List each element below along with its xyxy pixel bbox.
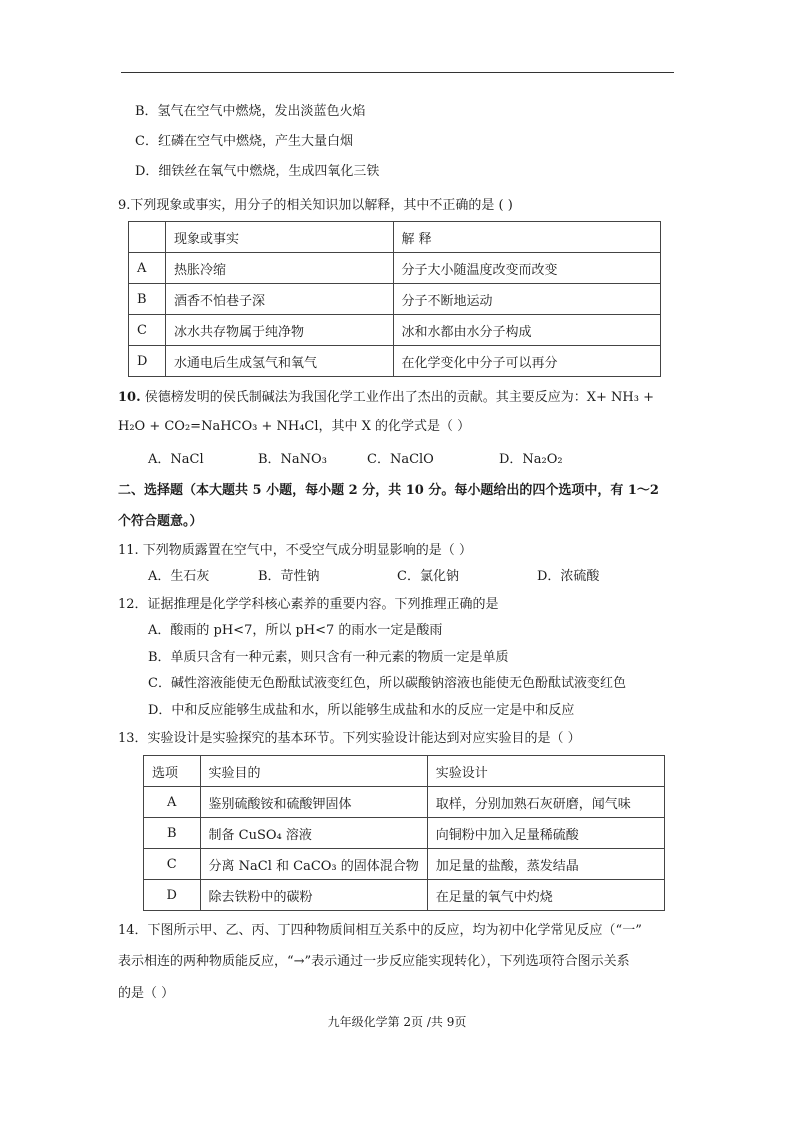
table-row [144, 849, 665, 880]
q8-option-c: C．红磷在空气中燃烧，产生大量白烟 [135, 134, 353, 149]
q12-option-b: B．单质只含有一种元素，则只含有一种元素的物质一定是单质 [148, 650, 509, 665]
header-cell: 选项 [144, 756, 201, 787]
header-cell: 实验设计 [427, 756, 664, 787]
table-cell: 加足量的盐酸，蒸发结晶 [427, 849, 664, 880]
q11-option-b: B．苛性钠 [258, 569, 320, 584]
q14-line-1: 14．下图所示甲、乙、丙、丁四种物质间相互关系中的反应，均为初中化学常见反应（“一” [118, 923, 642, 938]
q10-option-c: C．NaClO [367, 452, 434, 467]
table-row [129, 284, 661, 315]
header-cell: 实验目的 [200, 756, 427, 787]
q11-option-a: A．生石灰 [148, 569, 210, 584]
q11-option-d: D．浓硫酸 [537, 569, 600, 584]
q10-option-b: B．NaNO₃ [258, 452, 327, 467]
q10-number: 10. [118, 390, 141, 405]
table-header-row [129, 222, 661, 253]
q8-option-b: B．氢气在空气中燃烧，发出淡蓝色火焰 [135, 104, 366, 119]
q12-stem: 12．证据推理是化学学科核心素养的重要内容。下列推理正确的是 [118, 597, 499, 612]
table-cell: B [129, 284, 166, 315]
table-cell: 鉴别硫酸铵和硫酸钾固体 [200, 787, 427, 818]
table-cell: 冰水共存物属于纯净物 [165, 315, 393, 346]
header-cell: 解 释 [393, 222, 660, 253]
q13-table [143, 755, 665, 911]
q10-line-1 [118, 389, 654, 407]
table-row [144, 818, 665, 849]
header-cell [129, 222, 166, 253]
table-cell: 向铜粉中加入足量稀硫酸 [427, 818, 664, 849]
table-row [129, 253, 661, 284]
table-cell: 制备 CuSO₄ 溶液 [200, 818, 427, 849]
q10-option-d: D．Na₂O₂ [499, 452, 563, 467]
q10-option-a: A．NaCl [148, 452, 204, 467]
section-2-heading-line-1: 二、选择题（本大题共 5 小题，每小题 2 分，共 10 分。每小题给出的四个选项中，有 1～2 [118, 483, 659, 498]
q11-option-c: C．氯化钠 [397, 569, 459, 584]
q10-stem-1: 侯德榜发明的侯氏制碱法为我国化学工业作出了杰出的贡献。其主要反应为：X+ NH₃ + [140, 390, 654, 405]
table-cell: 酒香不怕巷子深 [165, 284, 393, 315]
table-row [129, 315, 661, 346]
q12-option-c: C．碱性溶液能使无色酚酞试液变红色，所以碳酸钠溶液也能使无色酚酞试液变红色 [148, 676, 626, 691]
q9-stem: 9.下列现象或事实，用分子的相关知识加以解释，其中不正确的是 ( ) [118, 198, 513, 213]
q12-option-a: A．酸雨的 pH<7，所以 pH<7 的雨水一定是酸雨 [148, 623, 443, 638]
table-cell: 分离 NaCl 和 CaCO₃ 的固体混合物 [200, 849, 427, 880]
q8-option-d: D．细铁丝在氧气中燃烧，生成四氧化三铁 [135, 164, 380, 179]
table-cell: 冰和水都由水分子构成 [393, 315, 660, 346]
table-cell: 分子不断地运动 [393, 284, 660, 315]
table-cell: 除去铁粉中的碳粉 [200, 880, 427, 911]
table-cell: 在化学变化中分子可以再分 [393, 346, 660, 377]
table-row [144, 880, 665, 911]
q11-stem: 11. 下列物质露置在空气中，不受空气成分明显影响的是（ ） [118, 543, 472, 558]
q9-table [128, 221, 661, 377]
table-cell: 取样，分别加熟石灰研磨，闻气味 [427, 787, 664, 818]
section-2-heading-line-2: 个符合题意。） [118, 514, 203, 529]
table-row [144, 787, 665, 818]
table-cell: 水通电后生成氢气和氧气 [165, 346, 393, 377]
header-rule [121, 72, 674, 73]
table-header-row [144, 756, 665, 787]
q13-stem: 13．实验设计是实验探究的基本环节。下列实验设计能达到对应实验目的是（ ） [118, 731, 581, 746]
table-cell: D [144, 880, 201, 911]
q14-line-3: 的是（ ） [118, 986, 175, 1001]
table-cell: C [129, 315, 166, 346]
table-cell: B [144, 818, 201, 849]
table-cell: A [144, 787, 201, 818]
table-cell: A [129, 253, 166, 284]
header-cell: 现象或事实 [165, 222, 393, 253]
q12-option-d: D．中和反应能够生成盐和水，所以能够生成盐和水的反应一定是中和反应 [148, 703, 575, 718]
table-cell: 热胀冷缩 [165, 253, 393, 284]
q14-line-2: 表示相连的两种物质能反应，“→”表示通过一步反应能实现转化），下列选项符合图示关系 [118, 954, 630, 969]
table-cell: D [129, 346, 166, 377]
table-cell: 分子大小随温度改变而改变 [393, 253, 660, 284]
table-cell: C [144, 849, 201, 880]
page-footer: 九年级化学第 2页 /共 9页 [327, 1015, 467, 1029]
table-cell: 在足量的氧气中灼烧 [427, 880, 664, 911]
q10-stem-2: H₂O + CO₂=NaHCO₃ + NH₄Cl，其中 X 的化学式是（ ） [118, 419, 471, 434]
table-row [129, 346, 661, 377]
